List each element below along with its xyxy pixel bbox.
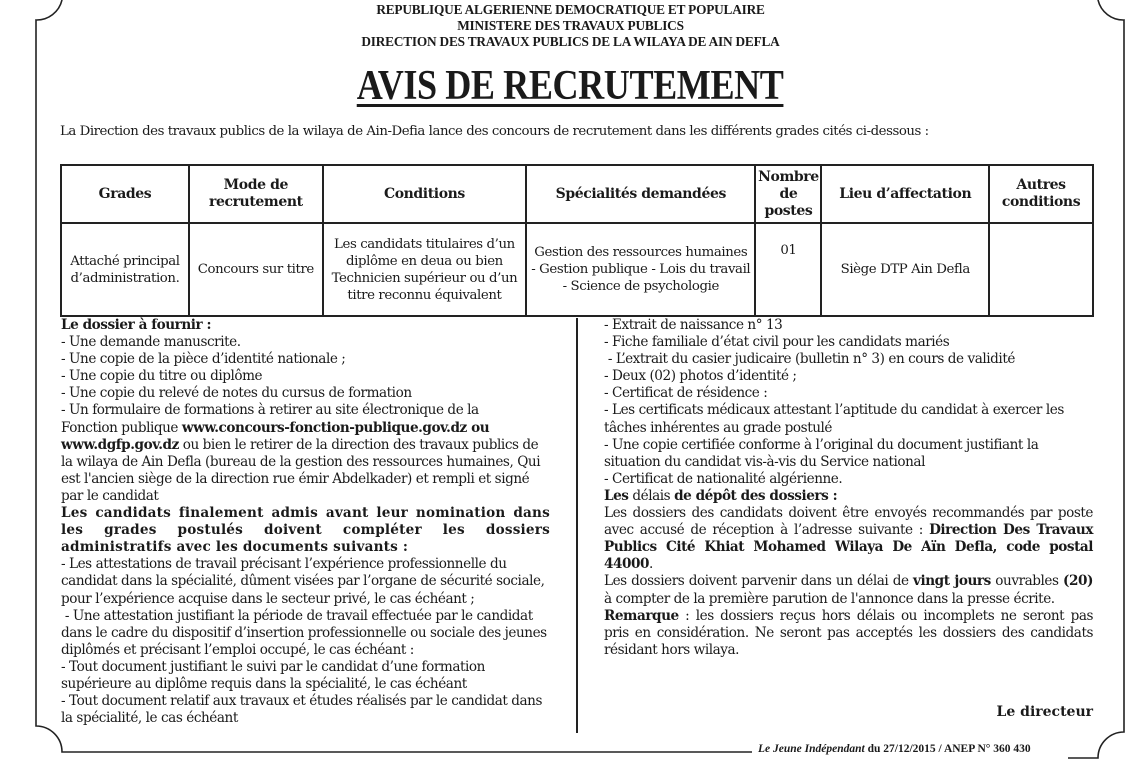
document-item: - Certificat de résidence : [604, 385, 768, 402]
admis-heading: Les candidats finalement admis avant leur nomination dans les grades postulés doivent compléter les dossiers administratifs avec les documents suivants : [61, 505, 550, 556]
header-autres: Autres conditions [989, 165, 1093, 223]
delai-suffix: à compter de la première parution de l'annonce dans la presse écrite. [604, 590, 1055, 607]
header-conditions: Conditions [323, 165, 526, 223]
address-end: . [649, 556, 653, 573]
signature: Le directeur [996, 704, 1093, 720]
specialite-item: - Science de psychologie [562, 279, 719, 294]
header-mode: Mode de recrutement [189, 165, 323, 223]
dossier-item: - Un formulaire de formations à retirer au site électronique de la [61, 402, 479, 419]
dossier-item: - Une demande manuscrite. [61, 334, 241, 351]
specialite-item: Gestion des ressources humaines [534, 245, 748, 260]
page-title: AVIS DE RECRUTEMENT [357, 63, 784, 109]
delai-days: vingt jours [913, 573, 991, 590]
header-grades: Grades [61, 165, 189, 223]
publication-footer [758, 743, 1031, 755]
header-postes: Nombre de postes [755, 165, 821, 223]
formulaire-suffix: ou bien le retirer de la direction des travaux publics de la wilaya de Ain Defla (bureau de la gestion des ressources humaines, Qui est l'ancien siège de la direction rue émir Abdelkader) et rempli et signé par le candidat [61, 436, 541, 504]
dossier-item: - Une copie du titre ou diplôme [61, 368, 263, 385]
envoi-text: Les dossiers des candidats doivent être envoyés recommandés par poste avec accusé de réception à l’adresse suivante : [604, 505, 1093, 539]
header-lieu: Lieu d’affectation [821, 165, 989, 223]
admis-item: - Une attestation justifiant la période de travail effectuée par le candidat dans le cadre du dispositif d’insertion professionnelle ou sociale des jeunes diplômés et précisant l’emploi occupé, le cas échéant : [61, 607, 551, 658]
letterhead-ministry: MINISTERE DES TRAVAUX PUBLICS [457, 18, 684, 33]
document-item: - Fiche familiale d’état civil pour les candidats mariés [604, 334, 950, 351]
document-item: - Deux (02) photos d’identité ; [604, 368, 797, 385]
postal-address: Direction Des Travaux Publics Cité Khiat Mohamed Wilaya De Aïn Defla, code postal 44000 [604, 522, 1093, 573]
cell-conditions: Les candidats titulaires d’un diplôme en deua ou bien Technicien supérieur ou d’un titre reconnu équivalent [323, 223, 526, 316]
newspaper-name: Le Jeune Indépendant [758, 743, 865, 755]
left-column [61, 317, 550, 727]
cell-postes: 01 [755, 223, 821, 316]
header-specialites: Spécialités demandées [526, 165, 755, 223]
cell-grade: Attaché principal d’administration. [61, 223, 189, 316]
delais-heading-bold: Les [604, 487, 629, 504]
remarque-text: : les dossiers reçus hors délais ou incomplets ne seront pas pris en considération. Ne seront pas acceptés les dossiers des candidats résidant hors wilaya. [604, 607, 1093, 658]
publication-details: du 27/12/2015 / ANEP N° 360 430 [864, 743, 1031, 755]
admis-item: - Les attestations de travail précisant l’expérience professionnelle du candidat dans la spécialité, dûment visées par l’organe de sécurité sociale, pour l’expérience acquise dans le secteur privé, le cas échéant ; [61, 556, 545, 607]
admis-item: - Tout document justifiant le suivi par le candidat d’une formation supérieure au diplôme requis dans la spécialité, le cas échéant [61, 658, 485, 692]
dossier-item: - Une copie du relevé de notes du cursus de formation [61, 385, 412, 402]
admis-item: - Tout document relatif aux travaux et études réalisés par le candidat dans la spécialité, le cas échéant [61, 693, 543, 727]
table-row [61, 223, 1093, 316]
recruitment-table [60, 164, 1094, 317]
document-item: - Certificat de nationalité algérienne. [604, 470, 843, 487]
delai-mid: ouvrables [990, 573, 1064, 590]
delais-heading [604, 488, 1093, 505]
letterhead [0, 2, 1141, 50]
remarque-label: Remarque [604, 607, 679, 624]
envoi-paragraph [604, 505, 1093, 573]
remarque-paragraph [604, 608, 1093, 659]
right-column [604, 317, 1093, 659]
dossier-heading: Le dossier à fournir : [61, 317, 212, 333]
delai-prefix: Les dossiers doivent parvenir dans un délai de [604, 573, 914, 590]
page-title-wrap [0, 62, 1141, 110]
specialite-item: - Gestion publique - Lois du travail [531, 262, 751, 277]
cell-autres [989, 223, 1093, 316]
delai-paragraph [604, 573, 1093, 607]
document-item: - Les certificats médicaux attestant l’aptitude du candidat à exercer les tâches inhérentes au grade postulé [604, 402, 1064, 436]
link-dgfp[interactable]: www.dgfp.gov.dz [61, 436, 179, 453]
delai-number: (20) [1063, 573, 1093, 590]
document-item: - L’extrait du casier judicaire (bulletin n° 3) en cours de validité [604, 351, 1015, 368]
document-item: - Extrait de naissance n° 13 [604, 317, 783, 333]
formulaire-prefix: Fonction publique [61, 419, 182, 436]
dossier-item: - Une copie de la pièce d’identité nationale ; [61, 351, 346, 368]
column-divider [576, 318, 578, 733]
cell-mode: Concours sur titre [189, 223, 323, 316]
intro-text: La Direction des travaux publics de la wilaya de Ain-Defia lance des concours de recrutement dans les différents grades cités ci-dessous : [60, 124, 929, 139]
document-item: - Une copie certifiée conforme à l’original du document justifiant la situation du candidat vis-à-vis du Service national [604, 436, 1039, 470]
letterhead-republic: REPUBLIQUE ALGERIENNE DEMOCRATIQUE ET POPULAIRE [376, 2, 765, 17]
cell-lieu: Siège DTP Ain Defla [821, 223, 989, 316]
delais-heading-bold: de dépôt des dossiers : [674, 487, 838, 504]
link-concours-fonction-publique[interactable]: www.concours-fonction-publique.gov.dz [181, 419, 467, 436]
table-header-row [61, 165, 1093, 223]
formulaire-paragraph [61, 420, 550, 505]
delais-heading-normal: délais [628, 487, 675, 504]
letterhead-direction: DIRECTION DES TRAVAUX PUBLICS DE LA WILAYA DE AIN DEFLA [361, 34, 780, 49]
link-or: ou [466, 419, 490, 436]
cell-specialites [526, 223, 755, 316]
